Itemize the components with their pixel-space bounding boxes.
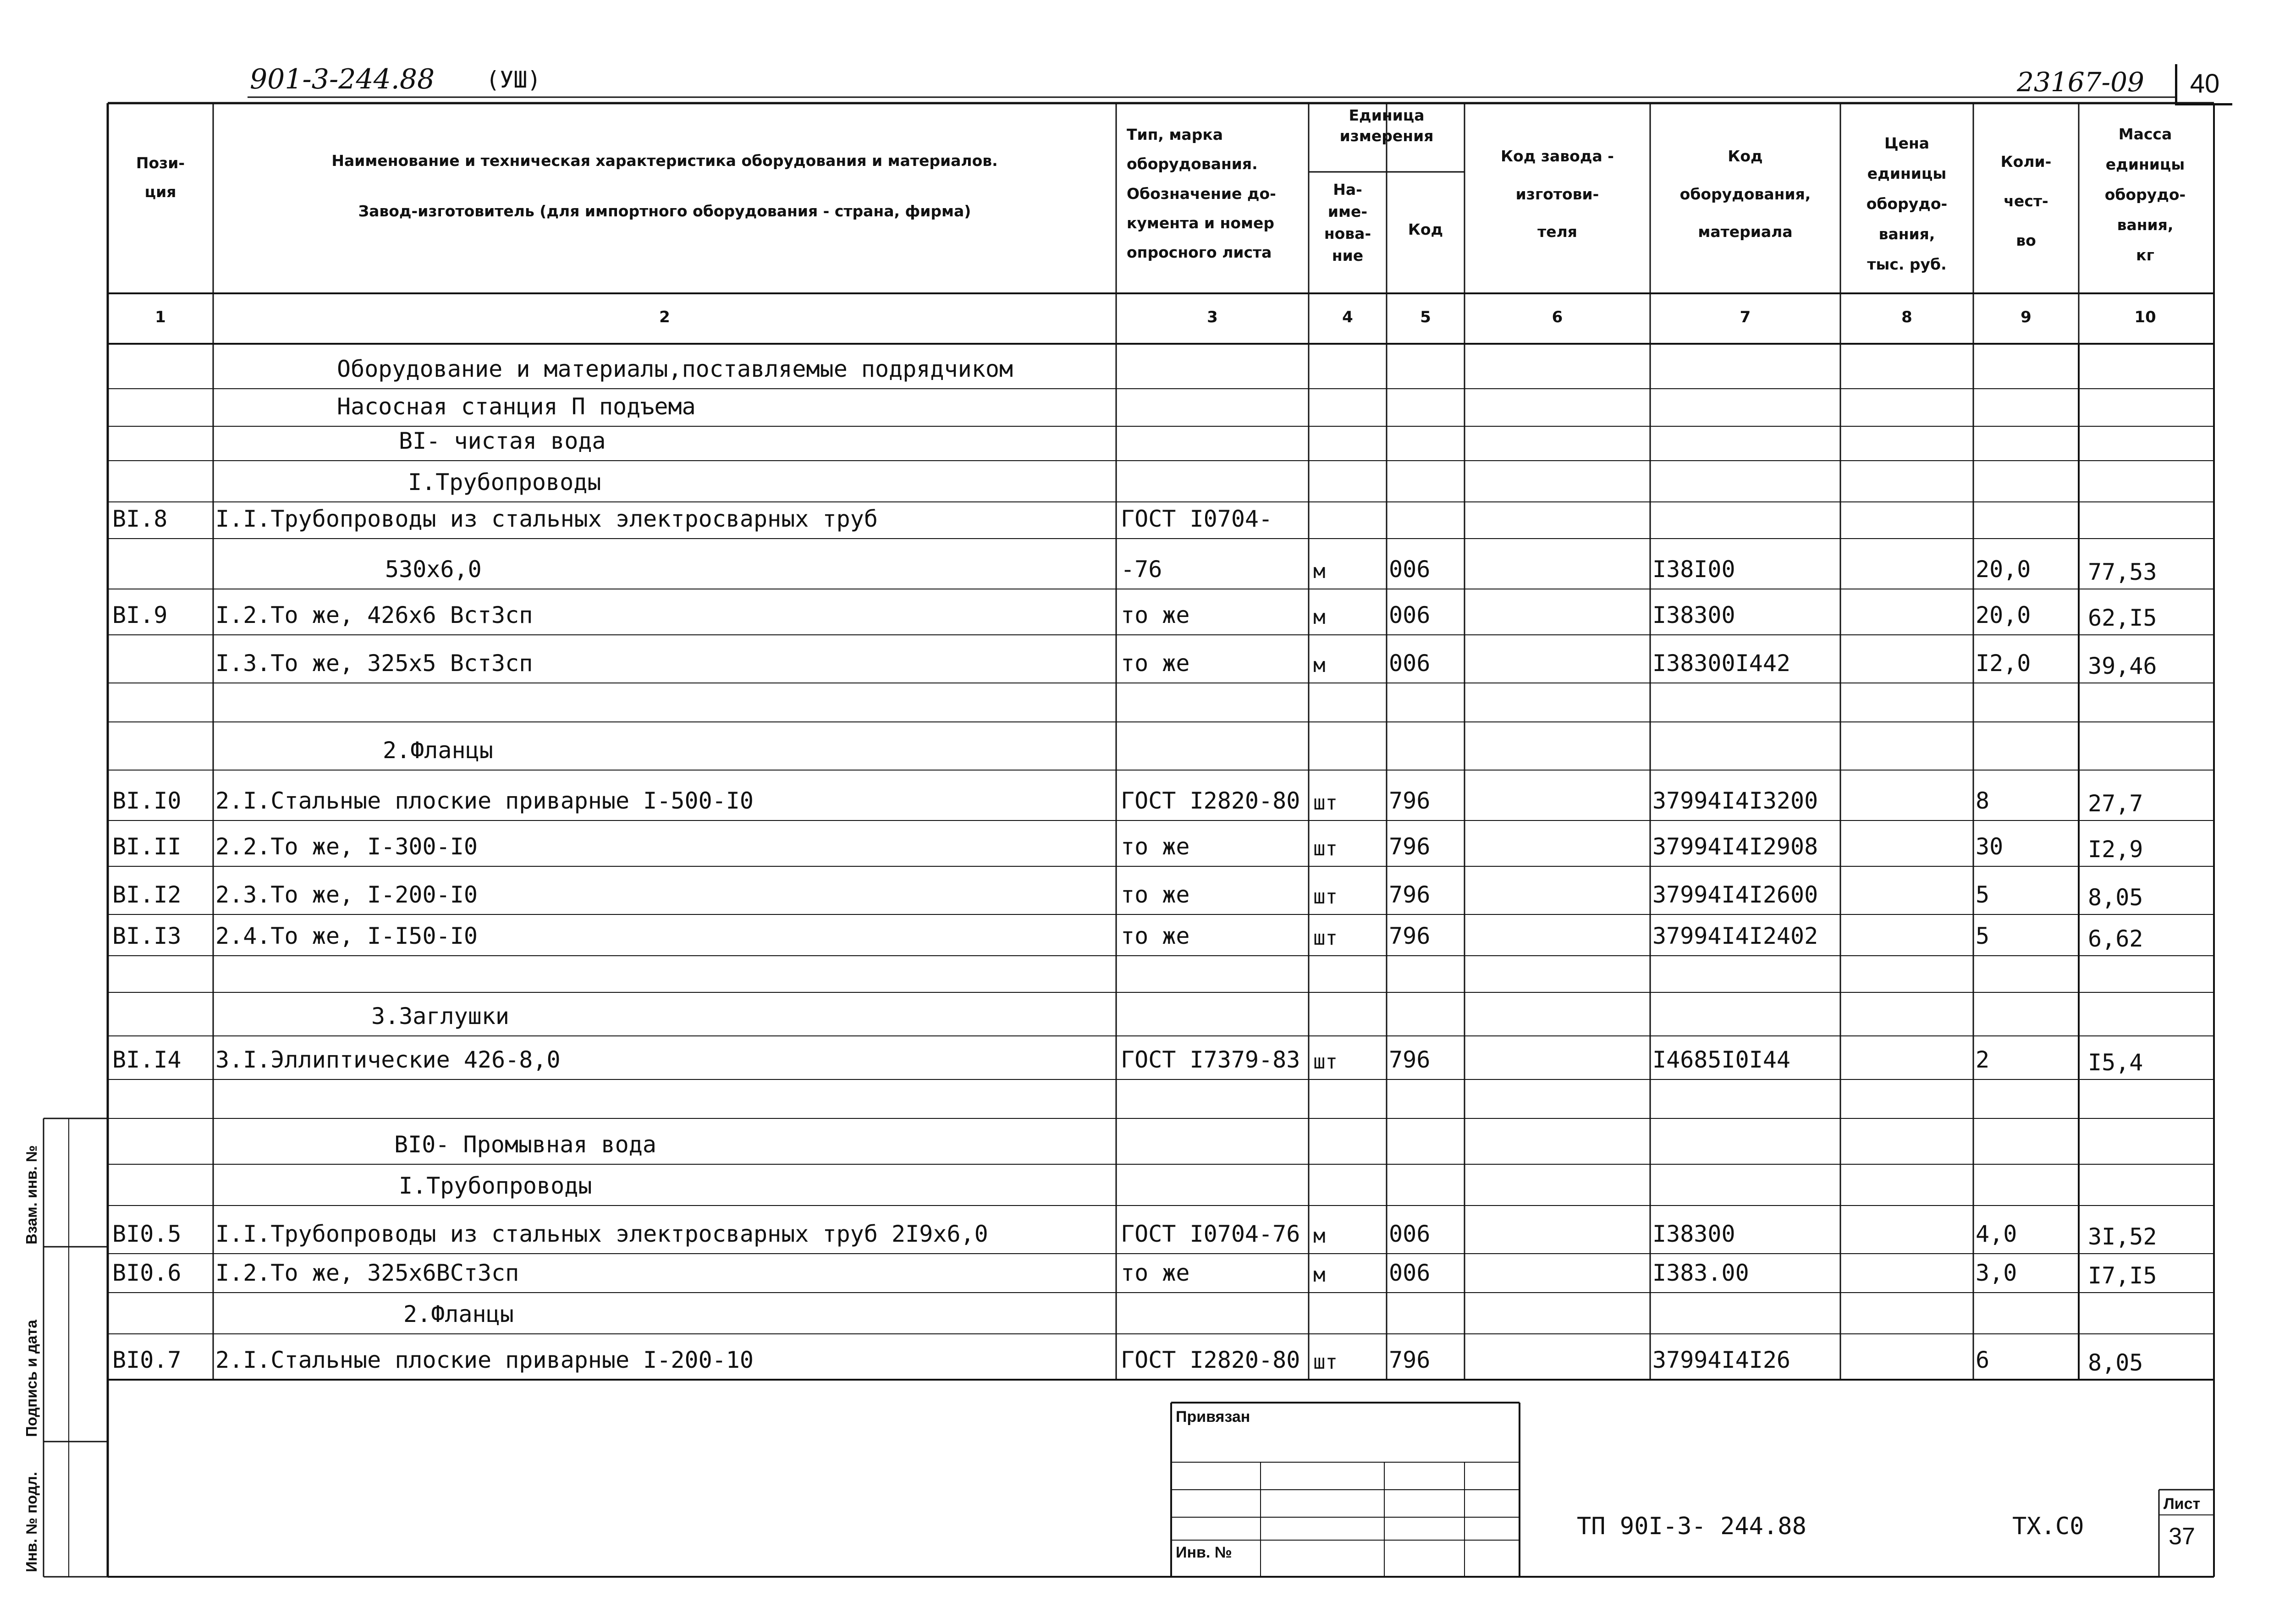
side-inv-podl: Инв. № подл. [23,1472,40,1572]
row-unit-code: 006 [1389,1221,1431,1247]
row-mass: I7,I5 [2088,1262,2157,1289]
row-name: 2.2.То же, I-300-I0 [215,833,478,860]
row-position: BI.I4 [112,1046,182,1073]
row-position: BI.9 [112,602,168,628]
row-type: то же [1121,1260,1190,1286]
row-name: 2.I.Стальные плоские приварные I-200-10 [215,1347,754,1373]
row-quantity: 8 [1976,787,1990,814]
row-quantity: 5 [1976,881,1990,908]
row-name: I.I.Трубопроводы из стальных электросварных труб [215,506,878,532]
row-name: I.Трубопроводы [408,469,601,495]
column-number: 6 [1552,308,1563,326]
row-name: Оборудование и материалы,поставляемые подрядчиком [337,356,1013,382]
side-podpis: Подпись и дата [23,1320,40,1437]
document-code: 901-3-244.88 [250,63,435,95]
row-quantity: I2,0 [1976,650,2031,677]
row-unit: м [1313,654,1326,677]
header-price: Цена единицы оборудо- вания, тыс. руб. [1866,134,1948,273]
row-equipment-code: I383.00 [1652,1260,1749,1286]
document-note: (УШ) [486,66,541,93]
row-name: 2.3.То же, I-200-I0 [215,881,478,908]
row-name: 2.I.Стальные плоские приварные I-500-I0 [215,787,754,814]
row-type: ГОСТ I2820-80 [1121,1347,1300,1373]
row-type: то же [1121,602,1190,628]
header-unit-name: На- име- нова- ние [1324,181,1371,264]
header-mass: Масса единицы оборудо- вания, кг [2104,125,2186,264]
column-number: 7 [1740,308,1751,326]
row-unit: шт [1313,1050,1338,1073]
column-number: 5 [1420,308,1431,326]
row-quantity: 3,0 [1976,1260,2017,1286]
row-equipment-code: I38300I442 [1652,650,1791,677]
row-type: ГОСТ I0704- [1121,506,1273,532]
row-equipment-code: 37994I4I2402 [1652,923,1818,949]
row-type: ГОСТ I7379-83 [1121,1046,1300,1073]
row-equipment-code: I38300 [1652,602,1735,628]
row-type: то же [1121,881,1190,908]
row-type: то же [1121,833,1190,860]
column-number: 4 [1342,308,1353,326]
row-position: BI.I3 [112,923,182,949]
row-unit: м [1313,1263,1326,1287]
row-quantity: 20,0 [1976,556,2031,583]
row-name: I.3.То же, 325х5 ВстЗсп [215,650,533,677]
header-quantity: Коли- чест- во [2000,153,2052,249]
row-quantity: 4,0 [1976,1221,2017,1247]
row-unit-code: 796 [1389,833,1431,860]
row-name: BI- чистая вода [399,428,606,454]
row-unit: м [1313,606,1326,629]
stamp-privyazan: Привязан [1176,1408,1250,1426]
row-unit: м [1313,560,1326,583]
row-mass: I5,4 [2088,1049,2143,1076]
row-mass: 3I,52 [2088,1223,2157,1250]
page-number: 40 [2190,69,2220,99]
row-unit-code: 796 [1389,787,1431,814]
row-equipment-code: 37994I4I3200 [1652,787,1818,814]
row-name: 2.4.То же, I-I50-I0 [215,923,478,949]
row-name: Насосная станция П подъема [337,393,696,420]
row-name: I.I.Трубопроводы из стальных электросварных труб 2I9х6,0 [215,1221,988,1247]
row-position: BI.8 [112,506,168,532]
row-unit-code: 796 [1389,1046,1431,1073]
header-position: Пози- ция [136,154,185,201]
header-unit-group: Единица измерения [1339,106,1434,145]
row-name: 2.Фланцы [403,1301,514,1327]
row-type: то же [1121,650,1190,677]
column-number: 8 [1901,308,1912,326]
row-unit: шт [1313,837,1338,860]
row-unit-code: 006 [1389,556,1431,583]
stamp-sheet-label: Лист [2163,1495,2201,1513]
column-number: 2 [659,308,670,326]
header-type: Тип, марка оборудования. Обозначение до- кумента и номер опросного листа [1127,126,1276,262]
column-number: 9 [2021,308,2032,326]
row-unit-code: 796 [1389,923,1431,949]
row-unit: шт [1313,885,1338,908]
row-mass: 62,I5 [2088,605,2157,631]
row-equipment-code: 37994I4I26 [1652,1347,1791,1373]
row-unit: шт [1313,926,1338,950]
row-mass: 6,62 [2088,925,2143,952]
row-name: 3.I.Эллиптические 426-8,0 [215,1046,561,1073]
row-unit: шт [1313,791,1338,815]
row-quantity: 6 [1976,1347,1990,1373]
row-mass: 27,7 [2088,790,2143,817]
row-equipment-code: 37994I4I2600 [1652,881,1818,908]
row-mass: I2,9 [2088,836,2143,863]
row-position: BI0.6 [112,1260,182,1286]
inventory-code: 23167-09 [2017,66,2144,98]
column-number: 10 [2134,308,2156,326]
header-equipment-code: Код оборудования, материала [1679,147,1811,241]
row-position: BI.I0 [112,787,182,814]
side-vzam: Взам. инв. № [23,1145,40,1244]
row-quantity: 30 [1976,833,2004,860]
row-mass: 39,46 [2088,653,2157,679]
row-equipment-code: I38I00 [1652,556,1735,583]
row-type: -76 [1121,556,1162,583]
header-name-line1: Наименование и техническая характеристика оборудования и материалов. [331,152,998,170]
row-position: BI.II [112,833,182,860]
row-mass: 77,53 [2088,559,2157,585]
row-quantity: 5 [1976,923,1990,949]
stamp-inv-no: Инв. № [1176,1544,1232,1561]
row-unit: шт [1313,1350,1338,1374]
row-unit-code: 006 [1389,650,1431,677]
row-name: BI0- Промывная вода [394,1131,656,1158]
stamp-sheet-code: ТХ.С0 [2012,1513,2084,1540]
row-name: I.2.То же, 325х6ВСтЗсп [215,1260,519,1286]
row-unit-code: 796 [1389,881,1431,908]
header-plant-code: Код завода - изготови- теля [1501,147,1614,241]
row-type: то же [1121,923,1190,949]
row-unit-code: 006 [1389,602,1431,628]
row-position: BI0.7 [112,1347,182,1373]
row-name: 530х6,0 [385,556,482,583]
row-quantity: 20,0 [1976,602,2031,628]
row-name: I.2.То же, 426х6 ВстЗсп [215,602,533,628]
row-mass: 8,05 [2088,884,2143,911]
header-name-line2: Завод-изготовитель (для импортного оборудования - страна, фирма) [358,202,971,220]
row-quantity: 2 [1976,1046,1990,1073]
row-position: BI0.5 [112,1221,182,1247]
row-equipment-code: I38300 [1652,1221,1735,1247]
row-equipment-code: I4685I0I44 [1652,1046,1791,1073]
row-type: ГОСТ I2820-80 [1121,787,1300,814]
row-unit-code: 006 [1389,1260,1431,1286]
row-mass: 8,05 [2088,1349,2143,1376]
row-name: 3.Заглушки [371,1003,510,1029]
row-unit: м [1313,1224,1326,1248]
row-name: 2.Фланцы [383,737,493,764]
column-number: 3 [1207,308,1218,326]
row-equipment-code: 37994I4I2908 [1652,833,1818,860]
row-unit-code: 796 [1389,1347,1431,1373]
row-name: I.Трубопроводы [399,1173,592,1199]
column-number: 1 [155,308,166,326]
stamp-sheet-number: 37 [2169,1523,2195,1550]
header-unit-code: Код [1408,220,1443,238]
stamp-designation: ТП 90I-3- 244.88 [1577,1513,1806,1540]
row-type: ГОСТ I0704-76 [1121,1221,1300,1247]
row-position: BI.I2 [112,881,182,908]
